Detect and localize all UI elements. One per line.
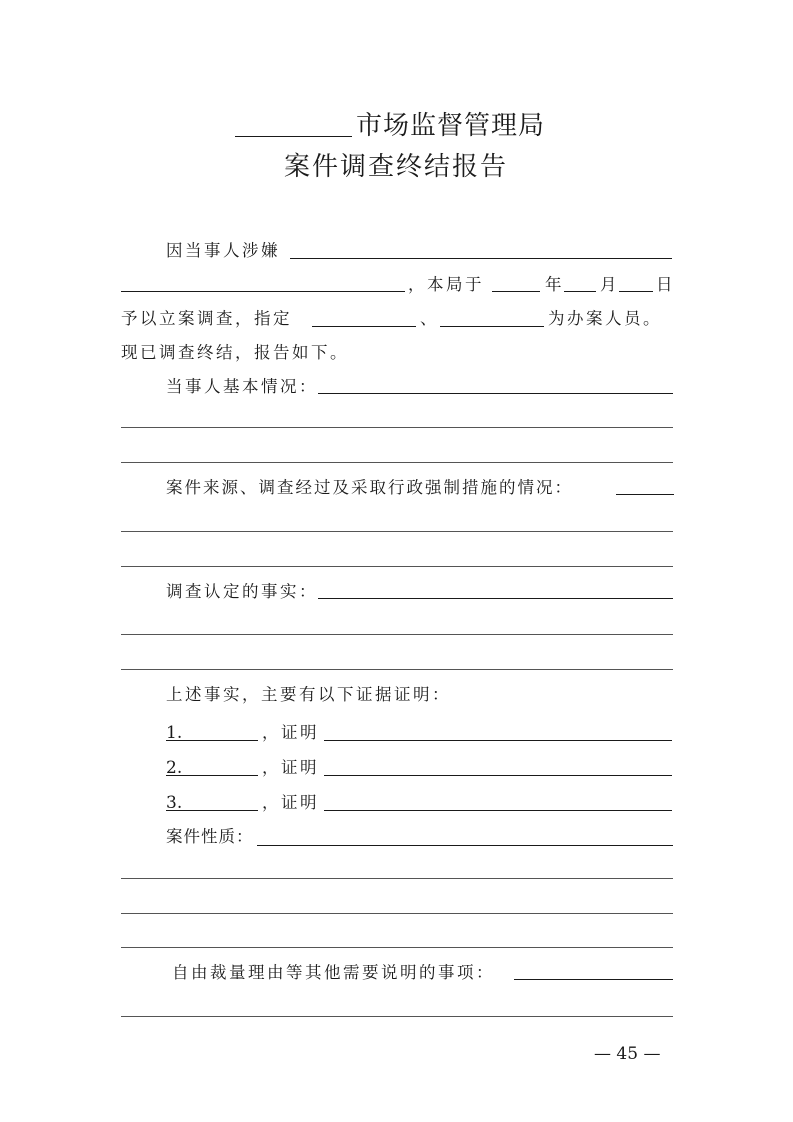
page-number: — 45 —	[594, 1044, 661, 1064]
evidence-1-blank[interactable]	[166, 740, 258, 741]
intro-suspected-label: 因当事人涉嫌	[166, 241, 280, 260]
evidence-3-blank[interactable]	[166, 810, 258, 811]
officer-1-blank[interactable]	[312, 326, 416, 327]
basic-info-label: 当事人基本情况：	[166, 377, 318, 396]
day-blank[interactable]	[619, 291, 653, 292]
evidence-1-proves: ，证明	[262, 723, 319, 742]
case-source-line-2[interactable]	[121, 566, 673, 567]
case-nature-line-2[interactable]	[121, 913, 673, 914]
case-nature-blank[interactable]	[257, 845, 673, 846]
facts-line-2[interactable]	[121, 669, 673, 670]
case-source-label: 案件来源、调查经过及采取行政强制措施的情况：	[166, 478, 573, 497]
discretion-label: 自由裁量理由等其他需要说明的事项：	[172, 963, 495, 982]
year-blank[interactable]	[492, 291, 540, 292]
evidence-3-number: 3.	[166, 793, 183, 813]
facts-label: 调查认定的事实：	[166, 582, 318, 601]
evidence-label: 上述事实，主要有以下证据证明：	[166, 685, 451, 704]
officer-separator: 、	[420, 309, 439, 328]
evidence-3-proves: ，证明	[262, 793, 319, 812]
discretion-blank[interactable]	[514, 979, 673, 980]
discretion-line-1[interactable]	[121, 1016, 673, 1017]
page-title: 案件调查终结报告	[284, 152, 509, 182]
case-nature-line-3[interactable]	[121, 947, 673, 948]
intro-concluded: 现已调查终结，报告如下。	[121, 343, 349, 362]
case-nature-label: 案件性质：	[166, 827, 254, 846]
officer-2-blank[interactable]	[440, 326, 544, 327]
title-agency: 市场监督管理局	[356, 111, 546, 141]
evidence-2-number: 2.	[166, 758, 183, 778]
suspected-violation-blank[interactable]	[290, 258, 672, 259]
case-source-blank[interactable]	[616, 494, 674, 495]
intro-designate: 予以立案调查，指定	[121, 309, 292, 328]
evidence-1-number: 1.	[166, 723, 183, 743]
case-nature-line-1[interactable]	[121, 878, 673, 879]
intro-bureau-on: ，本局于	[408, 275, 484, 294]
basic-info-line-1[interactable]	[121, 427, 673, 428]
case-source-line-1[interactable]	[121, 531, 673, 532]
evidence-3-proves-blank[interactable]	[324, 810, 672, 811]
basic-info-blank[interactable]	[318, 393, 673, 394]
month-label: 月	[600, 275, 619, 294]
evidence-2-proves-blank[interactable]	[324, 775, 672, 776]
basic-info-line-2[interactable]	[121, 462, 673, 463]
agency-name-blank[interactable]	[235, 136, 352, 137]
evidence-2-blank[interactable]	[166, 775, 258, 776]
intro-officers-end: 为办案人员。	[548, 309, 662, 328]
month-blank[interactable]	[564, 291, 596, 292]
year-label: 年	[545, 275, 564, 294]
suspected-violation-blank-2[interactable]	[121, 291, 405, 292]
evidence-1-proves-blank[interactable]	[324, 740, 672, 741]
day-label: 日	[656, 275, 675, 294]
facts-line-1[interactable]	[121, 634, 673, 635]
facts-blank[interactable]	[318, 598, 673, 599]
evidence-2-proves: ，证明	[262, 758, 319, 777]
